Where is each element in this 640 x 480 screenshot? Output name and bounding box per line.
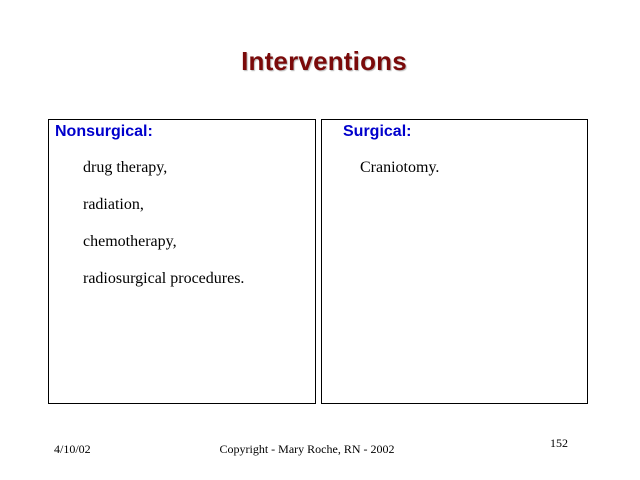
- nonsurgical-panel: [48, 119, 316, 404]
- list-item: radiosurgical procedures.: [83, 270, 245, 287]
- nonsurgical-heading: Nonsurgical:: [55, 123, 153, 140]
- page-number: 152: [550, 436, 568, 450]
- list-item: drug therapy,: [83, 159, 168, 176]
- surgical-heading: Surgical:: [343, 123, 412, 140]
- surgical-list: [360, 159, 439, 196]
- footer-copyright: Copyright - Mary Roche, RN - 2002: [219, 442, 395, 456]
- nonsurgical-list: [83, 159, 244, 307]
- list-item: Craniotomy.: [360, 159, 440, 176]
- surgical-panel: [321, 119, 588, 404]
- footer-date: 4/10/02: [54, 442, 91, 456]
- list-item: chemotherapy,: [83, 233, 177, 250]
- list-item: radiation,: [83, 196, 144, 213]
- slide-title: Interventions: [241, 46, 407, 76]
